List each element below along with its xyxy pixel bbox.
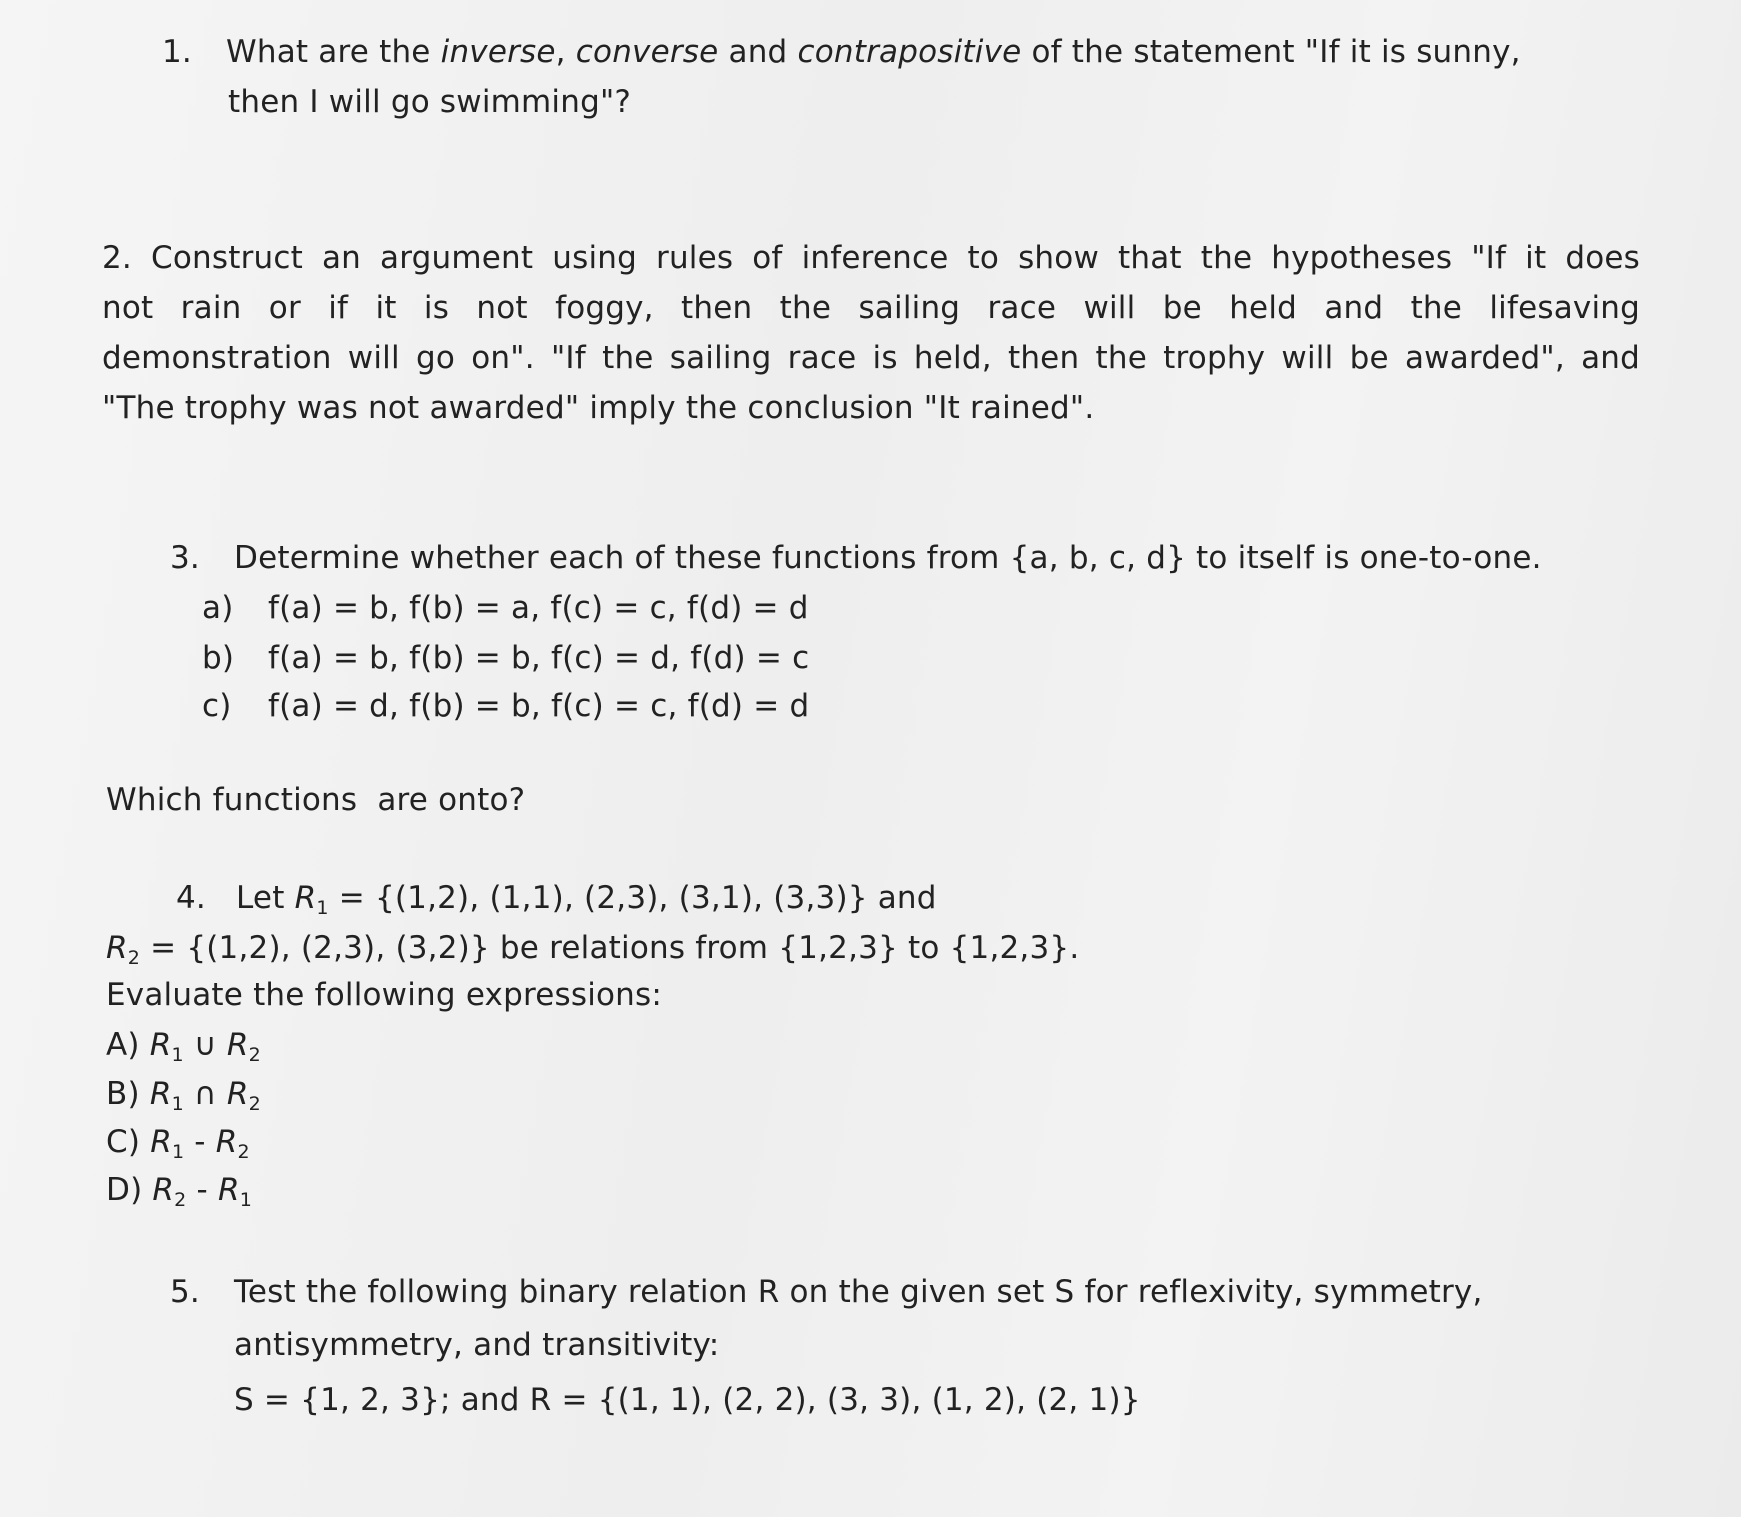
- q1-term-inverse: inverse: [440, 34, 556, 70]
- q4-r1-definition: = {(1,2), (1,1), (2,3), (3,1), (3,3)} and: [328, 880, 937, 916]
- q4-item-label: D): [106, 1172, 153, 1208]
- q3-followup: Which functions are onto?: [106, 782, 526, 818]
- q4-item-right-sub: 2: [248, 1044, 261, 1066]
- q4-item-right-sub: 2: [248, 1093, 261, 1115]
- q3-item-text: f(a) = b, f(b) = a, f(c) = c, f(d) = d: [268, 590, 809, 626]
- q5-line-1: [170, 1272, 1483, 1312]
- q3-item-label: c): [202, 688, 232, 724]
- q3-number: 3.: [170, 540, 200, 576]
- q4-item-left: R: [150, 1124, 172, 1160]
- q2-line-2: not rain or if it is not foggy, then the sailing race will be held and the lifesaving: [102, 290, 1640, 326]
- q2-line-1: 2. Construct an argument using rules of inference to show that the hypotheses "If it does: [102, 240, 1640, 276]
- q4-item-label: B): [106, 1076, 150, 1112]
- q4-r2-definition: = {(1,2), (2,3), (3,2)} be relations from {1,2,3} to {1,2,3}.: [140, 930, 1080, 966]
- q3-item-label: a): [202, 590, 234, 626]
- q4-item-left: R: [152, 1172, 175, 1208]
- q4-r1-subscript: 1: [316, 897, 329, 919]
- q4-item-right: R: [226, 1027, 249, 1063]
- q4-item-right: R: [215, 1124, 238, 1160]
- q3-item-text: f(a) = d, f(b) = b, f(c) = c, f(d) = d: [268, 688, 810, 724]
- q4-r2-subscript: 2: [127, 947, 141, 969]
- q4-line-1: [176, 878, 937, 918]
- q4-item-left-sub: 2: [174, 1189, 187, 1211]
- q4-evaluate: Evaluate the following expressions:: [106, 977, 663, 1013]
- q4-item-operator: -: [186, 1172, 218, 1208]
- q5-text: Test the following binary relation R on the given set S for reflexivity, symmetry,: [234, 1274, 1483, 1310]
- q3-item-text: f(a) = b, f(b) = b, f(c) = d, f(d) = c: [268, 640, 810, 676]
- q3-prompt: Determine whether each of these functions from {a, b, c, d} to itself is one-to-one.: [234, 540, 1542, 576]
- q4-item-right: R: [217, 1172, 240, 1208]
- q4-item-label: A): [106, 1027, 150, 1063]
- q4-item-left-sub: 1: [171, 1141, 185, 1163]
- q3-item-label: b): [202, 640, 235, 676]
- q5-line-2: antisymmetry, and transitivity:: [234, 1327, 720, 1363]
- q3-item-a: [202, 588, 809, 628]
- q3-prompt-line: [170, 538, 1542, 578]
- q4-item-right-sub: 2: [237, 1141, 250, 1163]
- q4-item-right-sub: 1: [239, 1189, 253, 1211]
- q3-item-b: [202, 638, 809, 678]
- q1-sep-2: and: [718, 34, 798, 70]
- q5-number: 5.: [170, 1274, 200, 1310]
- q1-number: 1.: [162, 34, 192, 70]
- q4-item-left-sub: 1: [171, 1093, 184, 1115]
- q1-line-1: [162, 32, 1521, 72]
- q3-item-c: [202, 686, 809, 726]
- q4-r2-symbol: R: [106, 930, 128, 966]
- q1-term-converse: converse: [575, 34, 719, 70]
- q4-r1-symbol: R: [294, 880, 317, 916]
- q1-term-contrapositive: contrapositive: [797, 34, 1022, 70]
- q2-line-3: demonstration will go on". "If the sailing race is held, then the trophy will be awarded", and: [102, 340, 1640, 376]
- q4-let: Let: [236, 880, 295, 916]
- q4-item-c: [106, 1122, 250, 1162]
- q4-item-d: [106, 1170, 252, 1210]
- q4-item-operator: ∩: [183, 1076, 227, 1112]
- q1-text-end: of the statement "If it is sunny,: [1021, 34, 1521, 70]
- q4-item-left-sub: 1: [171, 1044, 184, 1066]
- q4-item-right: R: [226, 1076, 249, 1112]
- q4-item-operator: -: [184, 1124, 216, 1160]
- q1-text-start: What are the: [226, 34, 441, 70]
- q4-item-label: C): [106, 1124, 151, 1160]
- q5-line-3: S = {1, 2, 3}; and R = {(1, 1), (2, 2), (3, 3), (1, 2), (2, 1)}: [234, 1382, 1141, 1418]
- q4-line-2: [106, 928, 1079, 968]
- q4-item-left: R: [149, 1027, 172, 1063]
- q4-item-operator: ∪: [183, 1027, 227, 1063]
- q1-sep-1: ,: [555, 34, 576, 70]
- q1-line-2: then I will go swimming"?: [228, 84, 632, 120]
- q4-item-a: [106, 1025, 261, 1065]
- q4-item-b: [106, 1074, 261, 1114]
- q2-line-4: "The trophy was not awarded" imply the conclusion "It rained".: [102, 390, 1095, 426]
- q4-item-left: R: [149, 1076, 172, 1112]
- q4-number: 4.: [176, 880, 206, 916]
